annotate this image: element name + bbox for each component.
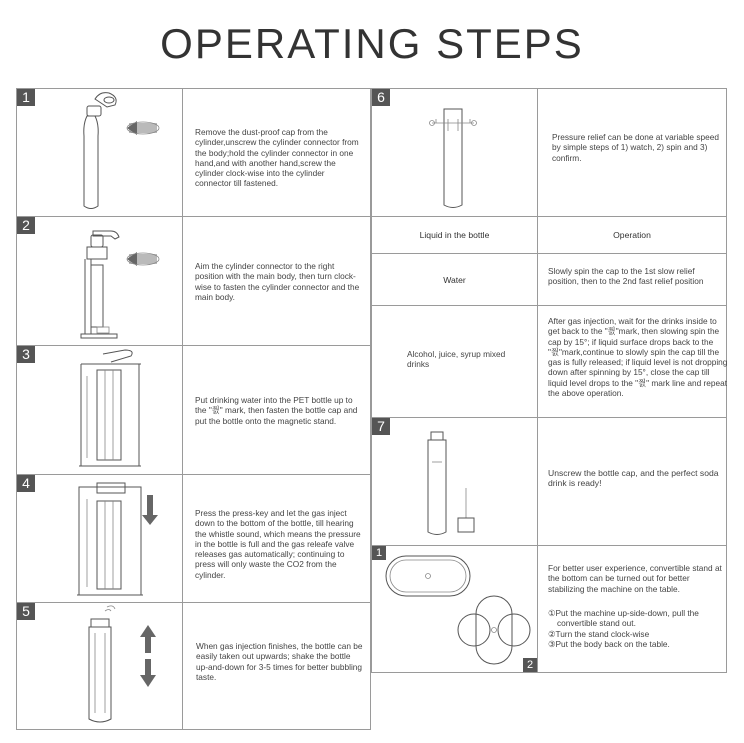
up-down-arrow-icon bbox=[17, 603, 184, 731]
step-5-text: When gas injection finishes, the bottle can be easily taken out upwards; shake the bottle up-and-down for 3-5 times for better bubbling taste. bbox=[196, 641, 363, 682]
step-1-text: Remove the dust-proof cap from the cylinder,unscrew the cylinder connector from the body;hold the cylinder connector in one hand,and with another hand,screw the cylinder clock-wise into the cylinder connector till fastened. bbox=[195, 127, 359, 189]
step-7-number: 7 bbox=[372, 418, 390, 435]
step-6-text-cell bbox=[537, 88, 727, 217]
table-header-liquid-text: Liquid in the bottle bbox=[419, 230, 490, 240]
page-title: OPERATING STEPS bbox=[160, 20, 584, 67]
stand-image-cell bbox=[371, 545, 538, 673]
list-item: ③Put the body back on the table. bbox=[548, 638, 670, 649]
step-2-image-cell bbox=[16, 216, 183, 346]
table-row-water-operation bbox=[537, 253, 727, 306]
pressure-relief-illustration bbox=[372, 89, 539, 218]
table-row-mixed-liquid bbox=[371, 305, 538, 418]
list-item: ①Put the machine up-side-down, pull the convertible stand out. bbox=[548, 608, 699, 629]
table-row-mixed-liquid-text: Alcohol, juice, syrup mixed drinks bbox=[407, 349, 506, 370]
step-4-text: Press the press-key and let the gas inject down to the bottom of the bottle, till hearing the whistle sound, which means the pressure in the bottle is full and the gas releafe valve releases gas automatically; continuing to press will only waste the CO2 from the cylinder. bbox=[195, 508, 361, 580]
step-4-text-cell bbox=[182, 474, 371, 603]
step-7-image-cell bbox=[371, 417, 538, 546]
list-item: ②Turn the stand clock-wise bbox=[548, 628, 650, 639]
bottle-on-stand-illustration bbox=[17, 346, 184, 476]
stand-intro-text: For better user experience, convertible stand at the bottom can be turned out for better stabilizing the machine on the table. bbox=[548, 563, 722, 594]
table-row-water-operation-text: Slowly spin the cap to the 1st slow relief position, then to the 2nd fast relief position bbox=[548, 266, 704, 287]
step-2-text-cell bbox=[182, 216, 371, 346]
down-arrow-icon bbox=[17, 475, 184, 604]
stand-step-2-number: 2 bbox=[523, 658, 537, 672]
step-3-number: 3 bbox=[17, 346, 35, 363]
stand-text-cell bbox=[537, 545, 727, 673]
step-5-image-cell bbox=[16, 602, 183, 730]
step-3-image-cell bbox=[16, 345, 183, 475]
step-4-image-cell bbox=[16, 474, 183, 603]
table-row-mixed-operation bbox=[537, 305, 727, 418]
stand-step-1-number: 1 bbox=[372, 546, 386, 560]
step-3-text: Put drinking water into the PET bottle up to the "쯼" mark, then fasten the bottle cap and put the bottle onto the magnetic stand. bbox=[195, 395, 358, 426]
table-row-water-liquid-text: Water bbox=[443, 274, 466, 285]
stand-steps-list bbox=[548, 608, 723, 649]
convertible-stand-illustration bbox=[372, 546, 539, 674]
soda-ready-illustration bbox=[372, 418, 539, 547]
table-row-mixed-operation-text: After gas injection, wait for the drinks inside to get back to the "쯼"mark, then slowing spin the cap by 15°; if liquid surface drops back to the "쯼"mark,continue to slowly spin the cap till the gas is fully released; if liquid level is not dropping down after spinning by 15°, close the cap till liquid level drops to the "쯼" mark line and repeat the above operation. bbox=[548, 316, 728, 399]
step-7-text: Unscrew the bottle cap, and the perfect soda drink is ready! bbox=[548, 468, 719, 489]
step-3-text-cell bbox=[182, 345, 371, 475]
step-6-image-cell bbox=[371, 88, 538, 217]
table-row-water-liquid bbox=[371, 253, 538, 306]
rotate-left-arrow-icon bbox=[17, 217, 184, 347]
step-6-number: 6 bbox=[372, 89, 390, 106]
step-1-text-cell bbox=[182, 88, 371, 217]
step-5-number: 5 bbox=[17, 603, 35, 620]
rotate-left-arrow-icon bbox=[17, 89, 184, 218]
table-header-operation-text: Operation bbox=[613, 230, 651, 240]
step-6-text: Pressure relief can be done at variable speed by simple steps of 1) watch, 2) spin and 3) confirm. bbox=[552, 132, 719, 163]
step-7-text-cell bbox=[537, 417, 727, 546]
step-1-image-cell bbox=[16, 88, 183, 217]
table-header-liquid bbox=[371, 216, 538, 254]
step-1-number: 1 bbox=[17, 89, 35, 106]
step-5-text-cell bbox=[182, 602, 371, 730]
step-4-number: 4 bbox=[17, 475, 35, 492]
table-header-operation bbox=[537, 216, 727, 254]
step-2-text: Aim the cylinder connector to the right position with the main body, then turn clock-wise to fasten the cylinder connector and the main body. bbox=[195, 261, 360, 302]
step-2-number: 2 bbox=[17, 217, 35, 234]
